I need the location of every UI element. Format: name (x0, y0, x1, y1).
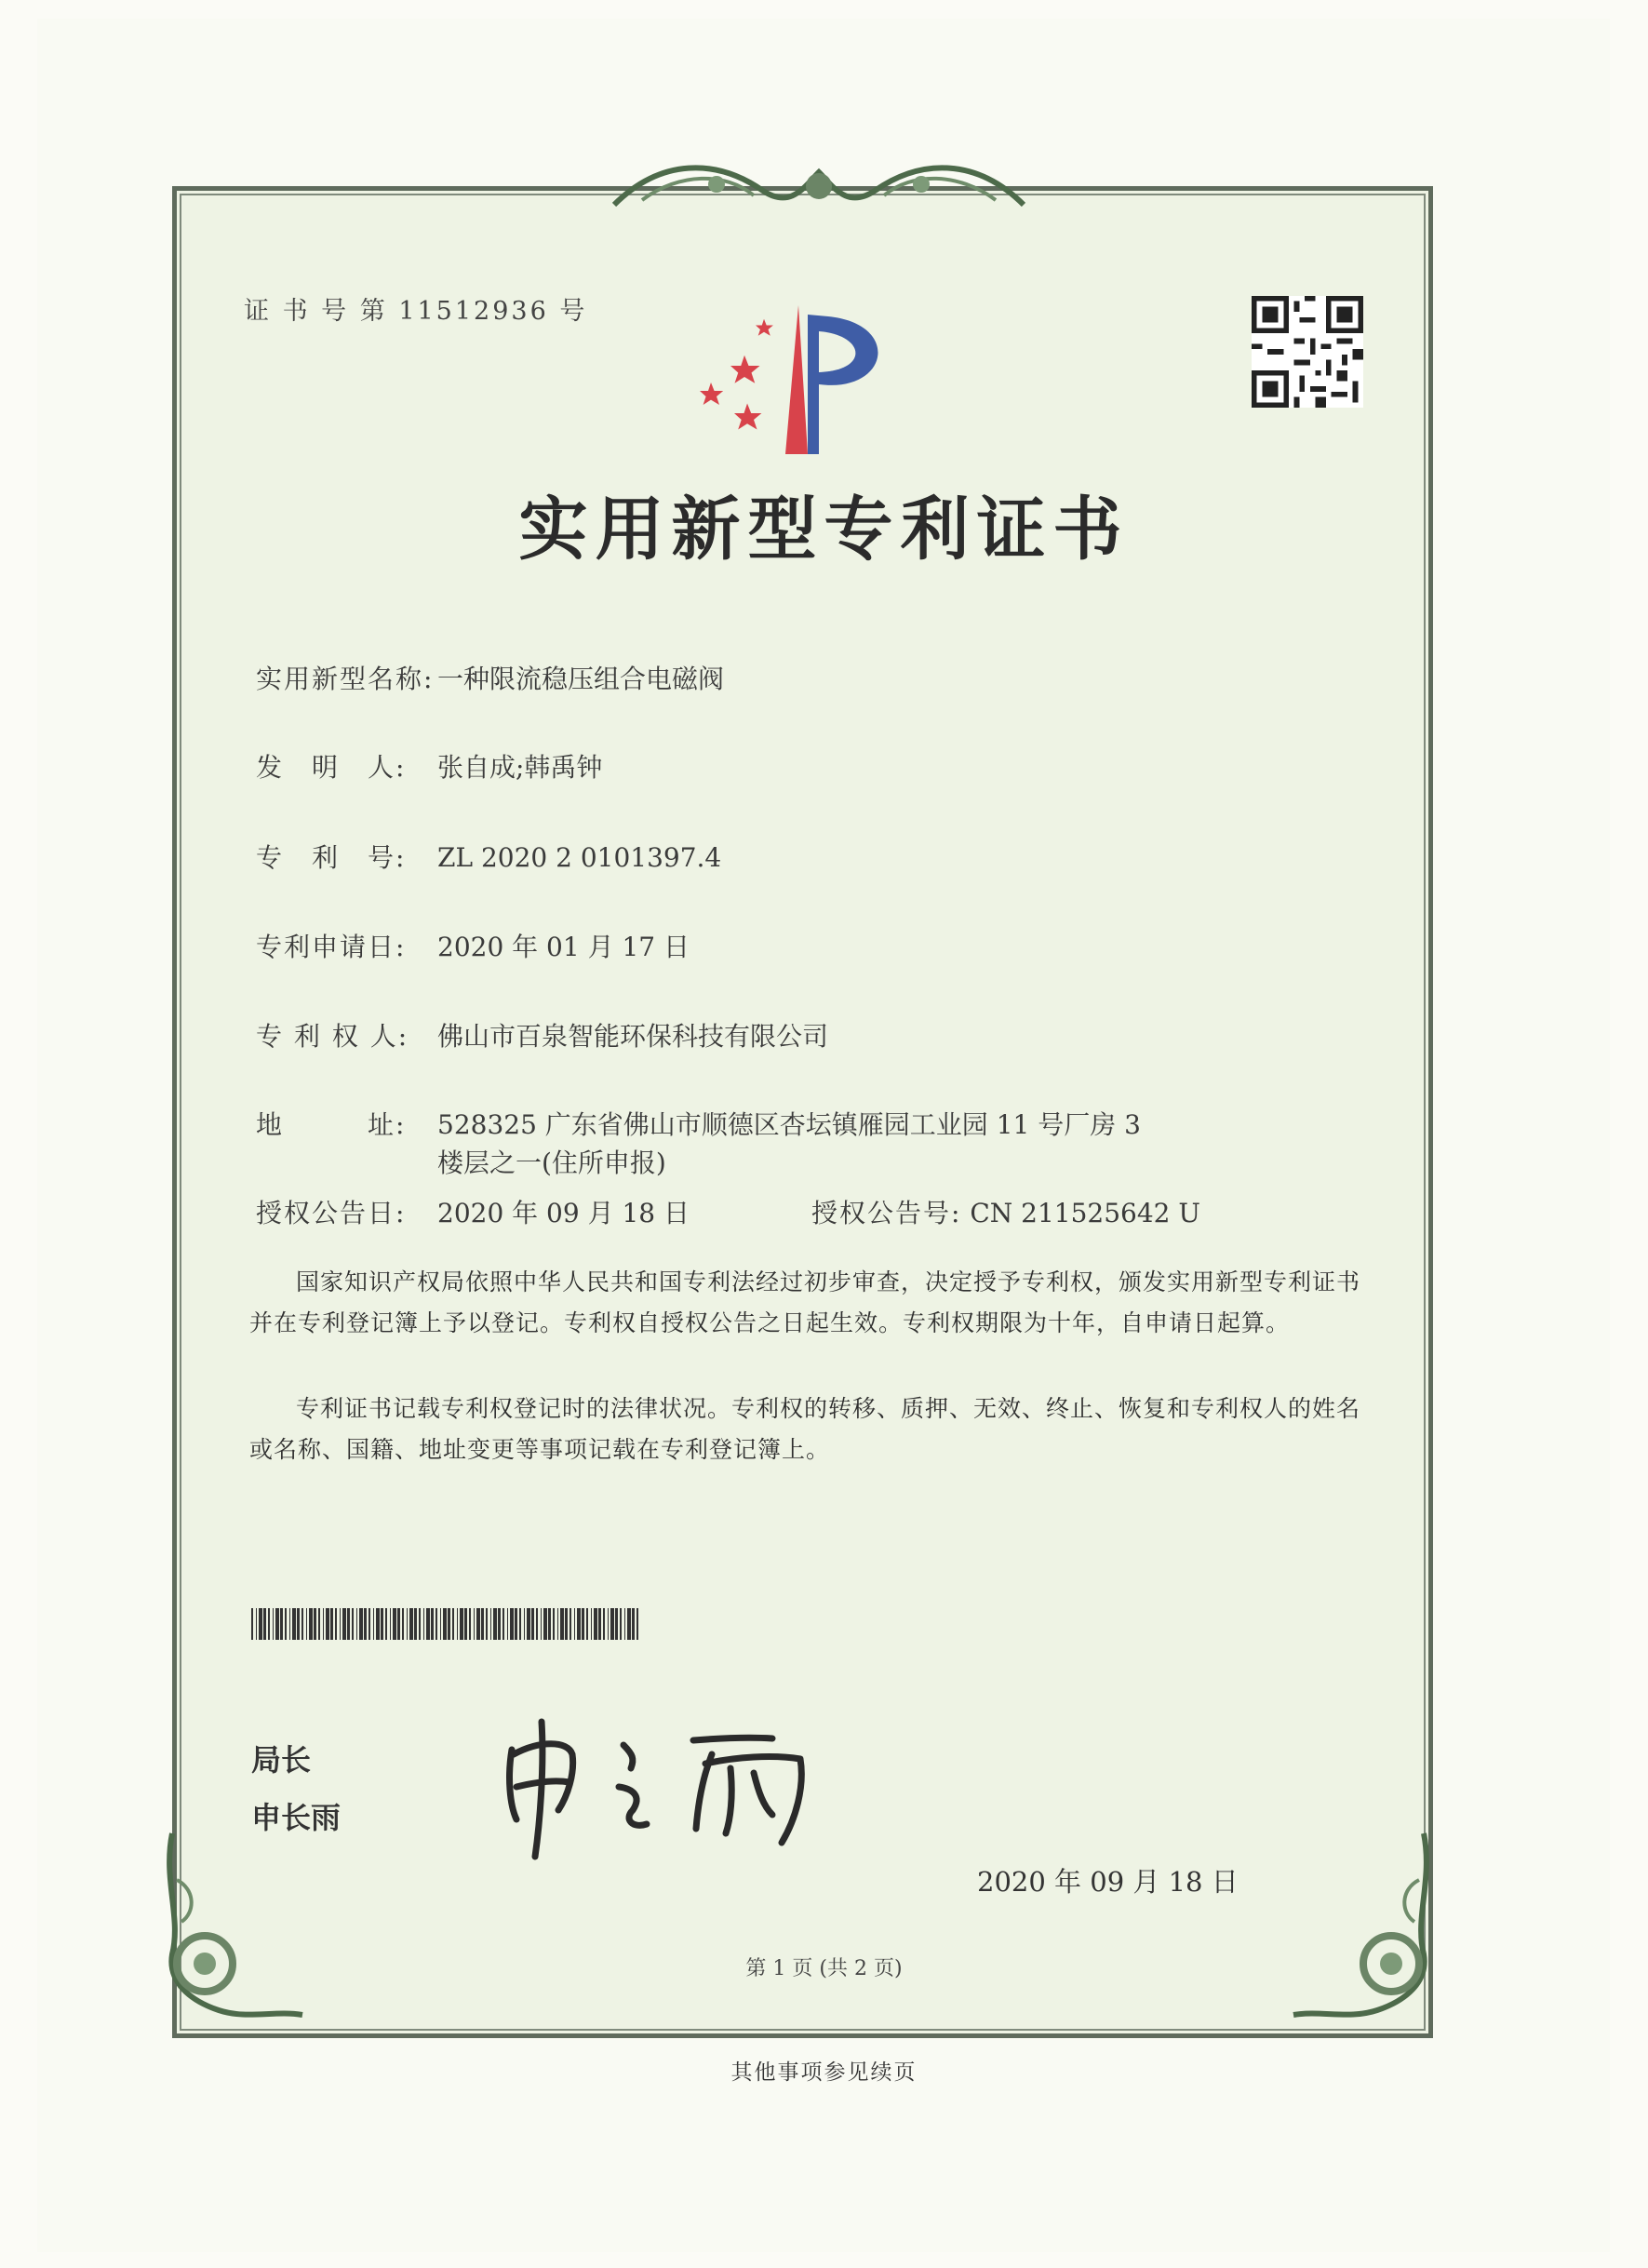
bottom-left-ornament (154, 1824, 312, 2029)
director-title: 局长 (251, 1742, 312, 1778)
field-utility-model-name (256, 659, 724, 696)
paragraph-legal-status: 专利证书记载专利权登记时的法律状况。专利权的转移、质押、无效、终止、恢复和专利权人的姓名或名称、国籍、地址变更等事项记载在专利登记簿上。 (249, 1395, 1361, 1463)
issue-date: 2020 年 09 月 18 日 (977, 1866, 1239, 1898)
field-value: 2020 年 09 月 18 日 (437, 1198, 690, 1228)
field-value: 528325 广东省佛山市顺德区杏坛镇雁园工业园 11 号厂房 3 (437, 1109, 1141, 1140)
field-value: ZL 2020 2 0101397.4 (437, 842, 722, 873)
field-label: 发 明 人: (256, 752, 407, 783)
field-grant-number (811, 1193, 1200, 1230)
director-name: 申长雨 (251, 1800, 342, 1835)
paragraph-grant-statement: 国家知识产权局依照中华人民共和国专利法经过初步审查，决定授予专利权，颁发实用新型专利证书并在专利登记簿上予以登记。专利权自授权公告之日起生效。专利权期限为十年，自申请日起算。 (249, 1268, 1361, 1336)
field-label: 实用新型名称: (256, 664, 435, 694)
director-signature (493, 1703, 828, 1871)
field-label: 专 利 权 人: (256, 1021, 409, 1052)
field-label: 专利申请日: (256, 932, 407, 962)
certificate-title: 实用新型专利证书 (518, 490, 1130, 570)
field-label: 地 址: (256, 1109, 407, 1140)
field-address-line2: 楼层之一(住所申报) (437, 1147, 666, 1178)
field-value: 2020 年 01 月 17 日 (437, 932, 690, 962)
field-value: 一种限流稳压组合电磁阀 (437, 664, 725, 694)
field-inventor (256, 747, 602, 785)
qr-code-icon (1252, 296, 1363, 408)
field-filing-date (256, 927, 690, 964)
field-patent-number (256, 838, 721, 875)
footer-note: 其他事项参见续页 (730, 2060, 918, 2085)
barcode-icon (251, 1608, 642, 1640)
certificate-number: 证 书 号 第 11512936 号 (244, 297, 588, 326)
field-label: 专 利 号: (256, 842, 407, 873)
bottom-right-ornament (1284, 1824, 1442, 2029)
patent-office-emblem-icon (689, 296, 912, 463)
page-indicator: 第 1 页 (共 2 页) (745, 1957, 903, 1980)
field-label: 授权公告日: (256, 1198, 407, 1228)
field-value: CN 211525642 U (970, 1198, 1200, 1228)
field-label: 授权公告号: (811, 1198, 962, 1228)
field-grant-date (256, 1193, 690, 1230)
field-value: 张自成;韩禹钟 (437, 752, 603, 783)
top-ornament (605, 149, 1033, 223)
field-address (256, 1105, 1141, 1142)
field-patentee (256, 1016, 828, 1053)
field-value: 佛山市百泉智能环保科技有限公司 (437, 1021, 829, 1052)
